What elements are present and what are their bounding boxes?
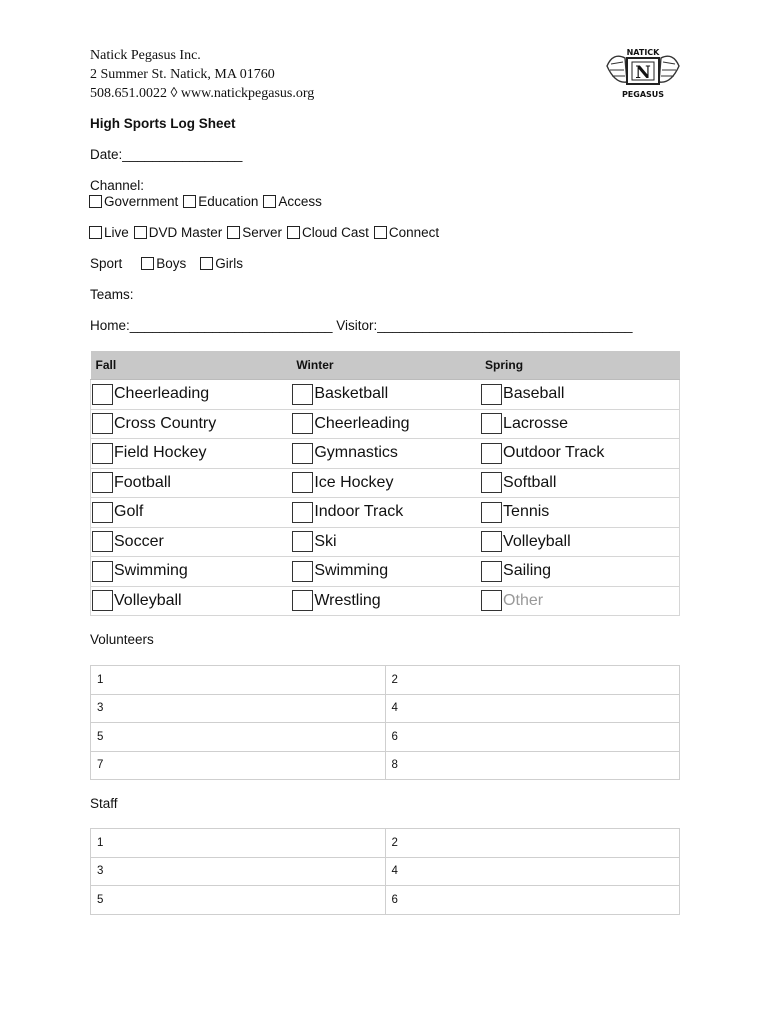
checkbox-icon[interactable] xyxy=(92,472,113,493)
volunteers-entry[interactable]: 4 xyxy=(385,694,680,723)
sport-cell-fall xyxy=(91,409,292,439)
volunteers-label: Volunteers xyxy=(90,632,154,647)
sport-option[interactable] xyxy=(91,531,291,552)
sport-option[interactable] xyxy=(480,384,679,405)
sport-label: Softball xyxy=(503,473,557,491)
channel-connect[interactable]: Connect xyxy=(374,225,439,240)
sport-option[interactable] xyxy=(480,472,679,493)
channel-server[interactable]: Server xyxy=(227,225,282,240)
sports-table-body xyxy=(91,380,680,616)
volunteers-entry[interactable]: 8 xyxy=(385,751,680,780)
sport-option[interactable] xyxy=(291,561,480,582)
table-row xyxy=(91,723,680,752)
sport-label: Soccer xyxy=(114,532,164,550)
table-row xyxy=(91,751,680,780)
checkbox-icon[interactable] xyxy=(183,195,196,208)
sport-label: Cheerleading xyxy=(114,385,210,403)
staff-table-body xyxy=(91,829,680,915)
table-row xyxy=(91,829,680,858)
staff-entry[interactable]: 2 xyxy=(385,829,680,858)
table-row xyxy=(91,586,680,616)
volunteers-table-body xyxy=(91,666,680,780)
org-name: Natick Pegasus Inc. xyxy=(90,48,201,63)
table-row xyxy=(91,380,680,410)
checkbox-icon[interactable] xyxy=(200,257,213,270)
checkbox-icon[interactable] xyxy=(92,413,113,434)
volunteers-entry[interactable]: 1 xyxy=(91,666,386,695)
sport-cell-spring xyxy=(480,557,679,587)
sport-label: Cheerleading xyxy=(314,414,410,432)
staff-label: Staff xyxy=(90,796,118,811)
sport-cell-spring xyxy=(480,380,679,410)
channel-row-1 xyxy=(89,194,327,209)
teams-label: Teams: xyxy=(90,287,134,302)
checkbox-icon[interactable] xyxy=(481,561,502,582)
date-field[interactable]: Date:________________ xyxy=(90,147,243,162)
column-header-fall: Fall xyxy=(91,351,292,380)
logo-letter: N xyxy=(635,63,651,83)
checkbox-icon[interactable] xyxy=(481,472,502,493)
sport-row xyxy=(90,256,248,271)
channel-government[interactable]: Government xyxy=(89,194,178,209)
sport-option[interactable] xyxy=(91,413,291,434)
sport-option[interactable] xyxy=(91,502,291,523)
sport-label: Cross Country xyxy=(114,414,217,432)
checkbox-icon[interactable] xyxy=(92,443,113,464)
volunteers-table xyxy=(90,665,680,780)
channel-row-2 xyxy=(89,225,444,240)
home-visitor-fields[interactable]: Home:___________________________ Visitor:__________________________________ xyxy=(90,318,633,333)
channel-dvd-master[interactable]: DVD Master xyxy=(134,225,223,240)
sport-option[interactable] xyxy=(291,590,480,611)
sport-cell-spring xyxy=(480,409,679,439)
checkbox-icon[interactable] xyxy=(292,531,313,552)
sport-cell-fall xyxy=(91,557,292,587)
channel-live[interactable]: Live xyxy=(89,225,129,240)
staff-entry[interactable]: 1 xyxy=(91,829,386,858)
sport-option[interactable] xyxy=(291,413,480,434)
sport-cell-spring xyxy=(480,439,679,469)
checkbox-icon[interactable] xyxy=(89,226,102,239)
sport-label: Outdoor Track xyxy=(503,444,605,462)
sport-cell-fall xyxy=(91,439,292,469)
checkbox-icon[interactable] xyxy=(263,195,276,208)
sport-cell-spring xyxy=(480,468,679,498)
checkbox-icon[interactable] xyxy=(292,384,313,405)
staff-entry[interactable]: 6 xyxy=(385,886,680,915)
channel-education[interactable]: Education xyxy=(183,194,258,209)
table-row xyxy=(91,527,680,557)
channel-access[interactable]: Access xyxy=(263,194,322,209)
sport-cell-spring xyxy=(480,586,679,616)
org-header xyxy=(90,46,314,103)
checkbox-icon[interactable] xyxy=(89,195,102,208)
channel-cloud-cast[interactable]: Cloud Cast xyxy=(287,225,369,240)
checkbox-icon[interactable] xyxy=(92,561,113,582)
natick-pegasus-logo xyxy=(603,44,683,104)
sport-label: Sailing xyxy=(503,562,552,580)
checkbox-icon[interactable] xyxy=(92,502,113,523)
checkbox-icon[interactable] xyxy=(292,561,313,582)
sport-cell-winter xyxy=(291,439,480,469)
sport-option[interactable] xyxy=(480,561,679,582)
checkbox-icon[interactable] xyxy=(227,226,240,239)
checkbox-icon[interactable] xyxy=(481,443,502,464)
checkbox-icon[interactable] xyxy=(481,384,502,405)
sport-label: Wrestling xyxy=(314,591,381,609)
checkbox-icon[interactable] xyxy=(287,226,300,239)
logo-top-text: NATICK xyxy=(626,48,660,57)
sport-option[interactable] xyxy=(291,531,480,552)
sport-label: Baseball xyxy=(503,385,565,403)
sport-option[interactable] xyxy=(480,531,679,552)
channel-label: Channel: xyxy=(90,178,145,193)
sport-label: Gymnastics xyxy=(314,444,398,462)
checkbox-icon[interactable] xyxy=(92,590,113,611)
sport-label: Football xyxy=(114,473,171,491)
sport-label: Sport xyxy=(90,256,123,271)
sport-option[interactable] xyxy=(91,384,291,405)
sport-option[interactable] xyxy=(480,502,679,523)
page-title: High Sports Log Sheet xyxy=(90,116,236,131)
table-row xyxy=(91,886,680,915)
sport-cell-fall xyxy=(91,380,292,410)
sport-label: Swimming xyxy=(114,562,188,580)
sport-option[interactable] xyxy=(291,384,480,405)
volunteers-entry[interactable]: 6 xyxy=(385,723,680,752)
sport-option[interactable] xyxy=(480,590,679,611)
sport-option[interactable] xyxy=(91,443,291,464)
sport-cell-spring xyxy=(480,527,679,557)
volunteers-entry[interactable]: 5 xyxy=(91,723,386,752)
sport-option[interactable] xyxy=(91,472,291,493)
sport-label: Swimming xyxy=(314,562,389,580)
sport-cell-fall xyxy=(91,468,292,498)
checkbox-icon[interactable] xyxy=(481,502,502,523)
checkbox-icon[interactable] xyxy=(292,413,313,434)
sport-option[interactable] xyxy=(291,443,480,464)
sport-option[interactable] xyxy=(91,561,291,582)
sport-label: Tennis xyxy=(503,503,550,521)
sport-label: Basketball xyxy=(314,385,389,403)
sport-label: Other xyxy=(503,591,544,609)
sport-label: Volleyball xyxy=(503,532,571,550)
sport-cell-fall xyxy=(91,498,292,528)
staff-entry[interactable]: 5 xyxy=(91,886,386,915)
checkbox-icon[interactable] xyxy=(292,590,313,611)
checkbox-icon[interactable] xyxy=(292,472,313,493)
table-row xyxy=(91,557,680,587)
logo-bottom-text: PEGASUS xyxy=(621,90,665,99)
sport-girls[interactable]: Girls xyxy=(200,256,243,271)
table-row xyxy=(91,694,680,723)
checkbox-icon[interactable] xyxy=(92,384,113,405)
checkbox-icon[interactable] xyxy=(481,590,502,611)
checkbox-icon[interactable] xyxy=(292,502,313,523)
sport-option[interactable] xyxy=(291,502,480,523)
staff-entry[interactable]: 4 xyxy=(385,857,680,886)
sport-label: Golf xyxy=(114,503,144,521)
staff-table xyxy=(90,828,680,915)
org-address: 2 Summer St. Natick, MA 01760 xyxy=(90,67,275,82)
sport-cell-winter xyxy=(291,409,480,439)
checkbox-icon[interactable] xyxy=(481,413,502,434)
table-row xyxy=(91,468,680,498)
sport-cell-winter xyxy=(291,498,480,528)
sport-label: Volleyball xyxy=(114,591,182,609)
table-row xyxy=(91,666,680,695)
column-header-spring: Spring xyxy=(480,351,679,380)
sport-label: Ice Hockey xyxy=(314,473,394,491)
sport-cell-winter xyxy=(291,380,480,410)
table-row xyxy=(91,439,680,469)
table-row xyxy=(91,498,680,528)
sport-cell-fall xyxy=(91,586,292,616)
sport-option[interactable] xyxy=(480,413,679,434)
sport-option[interactable] xyxy=(480,443,679,464)
checkbox-icon[interactable] xyxy=(374,226,387,239)
table-row xyxy=(91,409,680,439)
checkbox-icon[interactable] xyxy=(481,531,502,552)
sports-table xyxy=(90,351,680,616)
sport-label: Field Hockey xyxy=(114,444,207,462)
sport-boys[interactable]: Boys xyxy=(141,256,186,271)
sport-cell-winter xyxy=(291,527,480,557)
column-header-winter: Winter xyxy=(291,351,480,380)
checkbox-icon[interactable] xyxy=(134,226,147,239)
sport-label: Ski xyxy=(314,532,337,550)
checkbox-icon[interactable] xyxy=(141,257,154,270)
checkbox-icon[interactable] xyxy=(292,443,313,464)
sport-cell-winter xyxy=(291,586,480,616)
sport-label: Indoor Track xyxy=(314,503,404,521)
sport-option[interactable] xyxy=(291,472,480,493)
checkbox-icon[interactable] xyxy=(92,531,113,552)
volunteers-entry[interactable]: 7 xyxy=(91,751,386,780)
org-contact: 508.651.0022 ◊ www.natickpegasus.org xyxy=(90,86,315,101)
staff-entry[interactable]: 3 xyxy=(91,857,386,886)
sport-label: Lacrosse xyxy=(503,414,568,432)
sport-cell-spring xyxy=(480,498,679,528)
volunteers-entry[interactable]: 3 xyxy=(91,694,386,723)
sport-cell-winter xyxy=(291,557,480,587)
sport-cell-winter xyxy=(291,468,480,498)
sport-cell-fall xyxy=(91,527,292,557)
volunteers-entry[interactable]: 2 xyxy=(385,666,680,695)
table-row xyxy=(91,857,680,886)
sport-option[interactable] xyxy=(91,590,291,611)
